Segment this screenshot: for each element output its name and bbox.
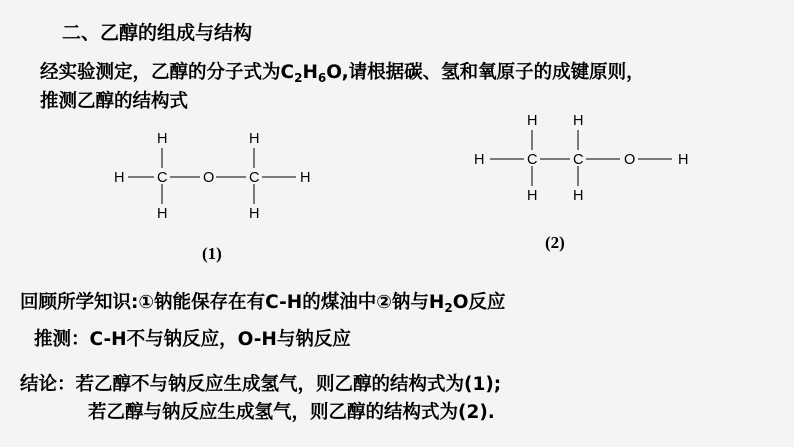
conclusion-line-2: 若乙醇与钠反应生成氢气，则乙醇的结构式为(2).	[88, 402, 495, 423]
atom-s1-c-left: C	[157, 170, 168, 186]
atom-s2-h-bottom-right: H	[573, 188, 584, 204]
review-line	[20, 288, 505, 315]
atom-s1-h-right: H	[300, 170, 311, 186]
conclusion-line-1: 结论：若乙醇不与钠反应生成氢气，则乙醇的结构式为(1);	[20, 374, 502, 395]
structure-2-label: (2)	[545, 233, 565, 252]
review-text-start: 回顾所学知识:①钠能保存在有C-H的煤油中②钠与H	[20, 292, 445, 313]
formula-subscript-h: 6	[317, 71, 327, 85]
intro-line-2: 推测乙醇的结构式	[40, 91, 189, 112]
review-text-end: O反应	[452, 292, 506, 313]
atom-s1-h-top-right: H	[249, 131, 260, 147]
atom-s1-h-top-left: H	[157, 131, 168, 147]
review-subscript: 2	[444, 301, 453, 315]
intro-text-end: O,请根据碳、氢和氧原子的成键原则，	[326, 62, 645, 83]
atom-s2-c-left: C	[527, 152, 538, 168]
structure-1-label: (1)	[202, 244, 222, 263]
atom-s1-c-right: C	[249, 170, 260, 186]
atom-s2-h-top-right: H	[573, 113, 584, 129]
atom-s2-o: O	[624, 152, 636, 168]
atom-s1-h-left: H	[114, 170, 125, 186]
atom-s2-h-bottom-left: H	[527, 188, 538, 204]
atom-s2-h-right: H	[678, 152, 689, 168]
atom-s2-h-left: H	[474, 152, 485, 168]
atom-s1-h-bottom-right: H	[249, 206, 260, 222]
formula-h: H	[302, 62, 318, 83]
atom-s1-h-bottom-left: H	[157, 206, 168, 222]
atom-s1-o: O	[203, 170, 215, 186]
intro-text-start: 经实验测定，乙醇的分子式为C	[40, 62, 295, 83]
atom-s2-h-top-left: H	[527, 113, 538, 129]
atom-s2-c-right: C	[573, 152, 584, 168]
guess-line: 推测：C-H不与钠反应，O-H与钠反应	[34, 329, 351, 350]
formula-subscript-c: 2	[294, 71, 303, 85]
section-title: 二、乙醇的组成与结构	[62, 22, 253, 44]
